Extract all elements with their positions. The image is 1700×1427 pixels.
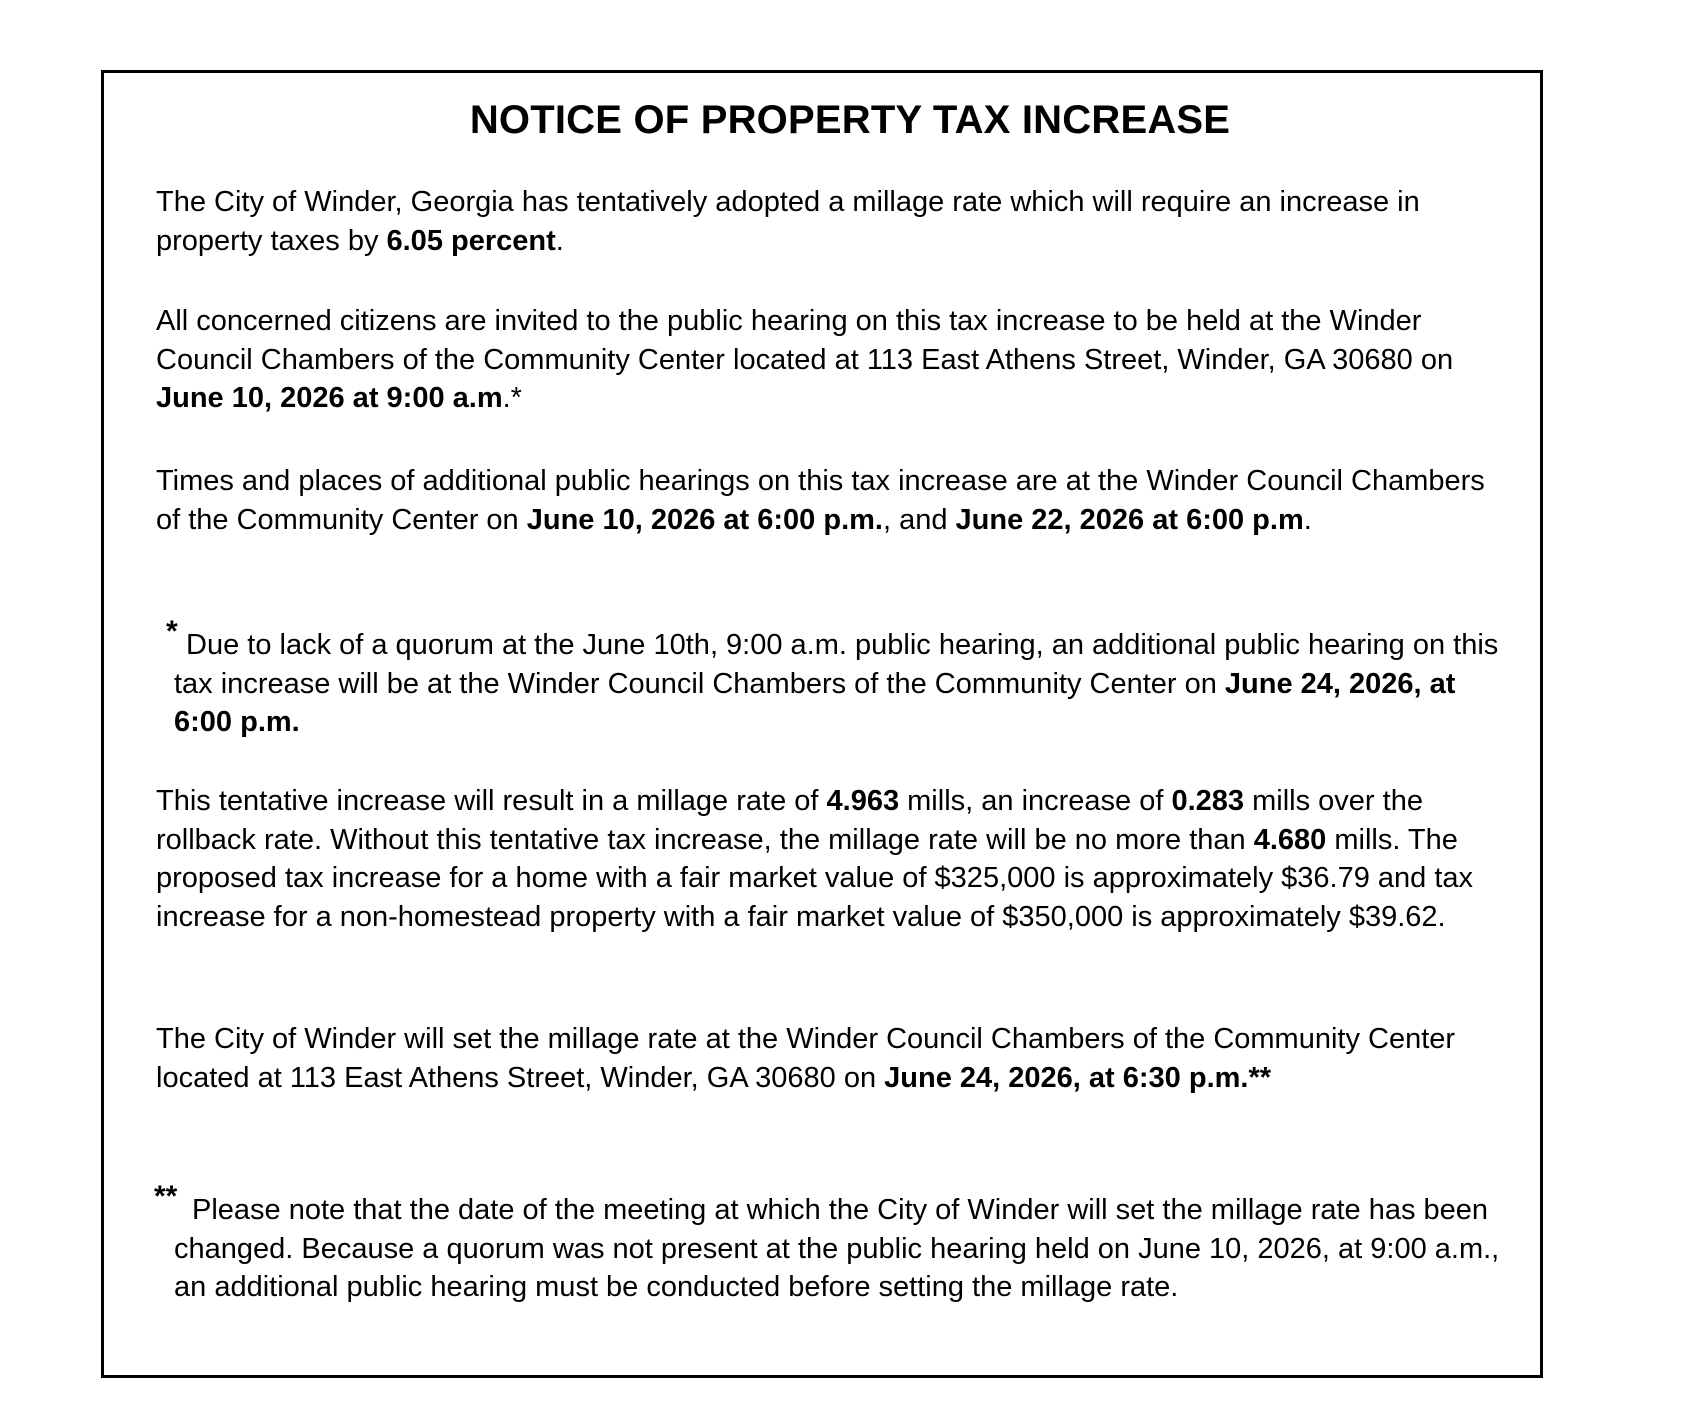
footnote-1-text: Due to lack of a quorum at the June 10th, 9:00 a.m. public hearing, an additional public hearing on this tax increase will be at the Winder Council Chambers of the Community Center on	[174, 629, 1499, 700]
footnote-2-text: Please note that the date of the meeting at which the City of Winder will set the millage rate has been changed. Because a quorum was not present at the public hearing held on June 10, 2026, at 9:00 a.m., an additional public hearing must be conducted before setting the millage rate.	[174, 1194, 1500, 1303]
footnote-1	[174, 626, 1504, 742]
millage-text-2: mills, an increase of	[899, 785, 1172, 817]
set-millage-text: The City of Winder will set the millage rate at the Winder Council Chambers of the Community Center located at 113 East Athens Street, Winder, GA 30680 on	[156, 1023, 1456, 1094]
footnote-1-marker: *	[166, 615, 178, 648]
millage-text-3: mills over the rollback rate. Without this tentative tax increase, the millage rate will be no more than	[156, 785, 1423, 856]
set-millage-date: June 24, 2026, at 6:30 p.m.**	[884, 1061, 1272, 1094]
footnote-2-marker: **	[154, 1180, 178, 1213]
paragraph-tax-increase	[156, 183, 1486, 260]
millage-rate-value: 4.963	[826, 785, 900, 817]
additional-hearings-text: Times and places of additional public hearings on this tax increase are at the Winder Council Chambers of the Community Center on	[156, 465, 1485, 536]
tax-increase-text-end: .	[555, 224, 564, 257]
footnote-2	[174, 1191, 1504, 1307]
additional-hearing-date-2: June 22, 2026 at 6:00 p.m	[955, 503, 1304, 536]
hearing-date: June 10, 2026 at 9:00 a.m	[156, 382, 503, 414]
tax-increase-text: The City of Winder, Georgia has tentatively adopted a millage rate which will require an increase in property taxes by	[156, 186, 1420, 257]
notice-title: NOTICE OF PROPERTY TAX INCREASE	[469, 98, 1231, 142]
hearing-text-end: .*	[502, 382, 522, 414]
millage-text-4: mills. The proposed tax increase for a home with a fair market value of $325,000 is approximately $36.79 and tax increase for a non-homestead property with a fair market value of $350,000 is approximately $39.62.	[156, 823, 1474, 933]
millage-increase-value: 0.283	[1171, 785, 1245, 817]
paragraph-additional-hearings	[156, 462, 1486, 539]
paragraph-public-hearing	[156, 302, 1486, 418]
rollback-rate-value: 4.680	[1253, 823, 1327, 856]
millage-text-1: This tentative increase will result in a millage rate of	[156, 785, 827, 817]
additional-hearings-end: .	[1303, 503, 1312, 536]
paragraph-millage-rate	[156, 782, 1486, 936]
tax-increase-percent: 6.05 percent	[386, 224, 556, 257]
additional-hearings-and: , and	[882, 503, 956, 536]
paragraph-set-millage	[156, 1020, 1486, 1097]
footnote-1-date: June 24, 2026, at 6:00 p.m.	[174, 667, 1456, 738]
additional-hearing-date-1: June 10, 2026 at 6:00 p.m.	[526, 503, 883, 536]
hearing-text: All concerned citizens are invited to the public hearing on this tax increase to be held at the Winder Council Chambers of the Community Center located at 113 East Athens Street, Winder, GA 30680 on	[156, 305, 1454, 376]
